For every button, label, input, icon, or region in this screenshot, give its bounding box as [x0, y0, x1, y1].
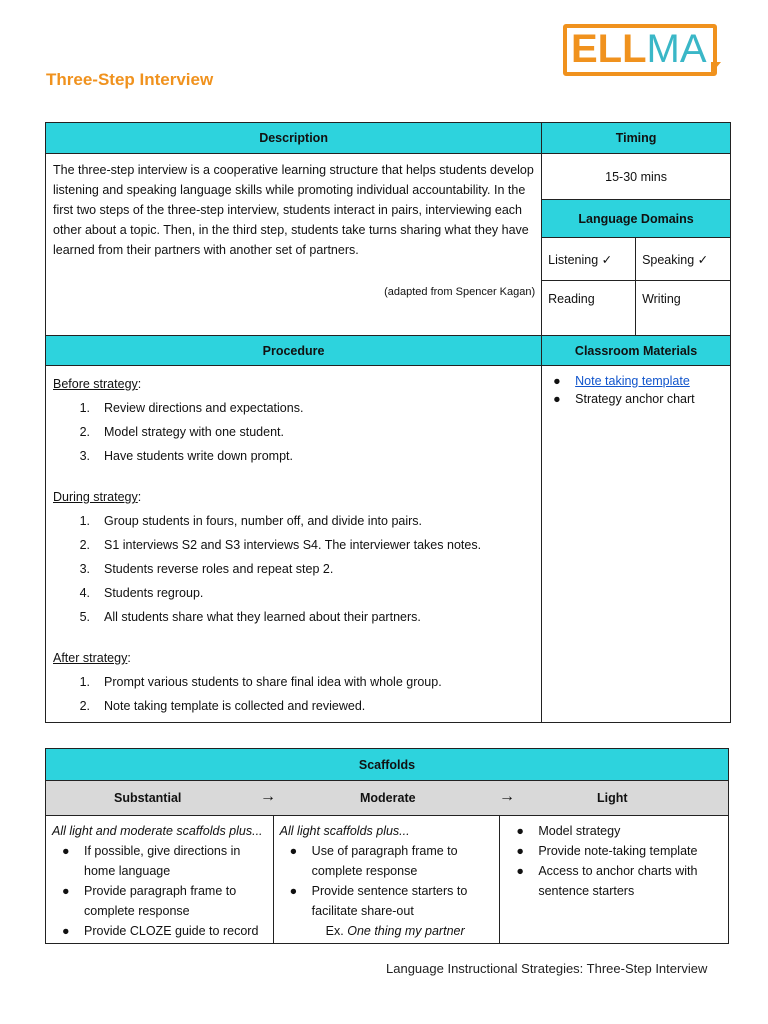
level-moderate: Moderate	[360, 791, 416, 805]
page-title: Three-Step Interview	[46, 70, 214, 89]
list-item: 5. All students share what they learned about their partners.	[79, 610, 421, 624]
before-strategy-label: Before strategy	[53, 377, 138, 391]
moderate-intro: All light scaffolds plus...	[279, 824, 410, 838]
list-item: 2. Model strategy with one student.	[79, 425, 284, 439]
page-footer: Language Instructional Strategies: Three-Step Interview	[386, 961, 708, 976]
timing-header: Timing	[542, 123, 731, 154]
domain-writing: Writing	[636, 281, 731, 336]
light-cell	[500, 816, 729, 944]
list-item: ● Provide sentence starters to facilitate share-out	[289, 884, 468, 918]
after-strategy-list	[53, 670, 535, 718]
logo-speech-tail	[711, 62, 721, 74]
description-text: The three-step interview is a cooperative learning structure that helps students develop listening and speaking language skills while promoting individual accountability. In the first two steps of the three-step interview, students interact in pairs, interviewing each other about a topic. Then, in the third step, students take turns sharing what they have learned from their partners with another set of partners.	[53, 163, 534, 257]
domain-speaking: Speaking ✓	[636, 238, 731, 281]
moderate-cell	[273, 816, 500, 944]
domain-listening: Listening ✓	[542, 238, 636, 281]
list-item: ● Provide CLOZE guide to record	[62, 924, 259, 938]
description-cell	[46, 154, 542, 336]
list-item: 2. S1 interviews S2 and S3 interviews S4. The interviewer takes notes.	[79, 538, 482, 552]
list-item: 1. Group students in fours, number off, and divide into pairs.	[79, 514, 423, 528]
arrow-icon: →	[260, 788, 276, 805]
substantial-cell	[46, 816, 274, 944]
list-item: 1. Review directions and expectations.	[79, 401, 304, 415]
substantial-intro: All light and moderate scaffolds plus...	[52, 824, 263, 838]
arrow-icon: →	[499, 788, 515, 805]
during-strategy-list	[53, 509, 535, 629]
during-strategy-label: During strategy	[53, 490, 138, 504]
logo-text	[571, 27, 707, 71]
language-domains-header: Language Domains	[542, 200, 731, 238]
level-light: Light	[597, 791, 628, 805]
list-item: ● Provide paragraph frame to complete response	[62, 884, 237, 918]
level-substantial: Substantial	[114, 791, 182, 805]
scaffolds-header: Scaffolds	[46, 749, 729, 781]
list-item: 4. Students regroup.	[79, 586, 204, 600]
materials-header: Classroom Materials	[542, 336, 731, 366]
list-item: ● Use of paragraph frame to complete response	[289, 844, 458, 878]
list-item: ● Provide note-taking template	[516, 844, 698, 858]
list-item: 1. Prompt various students to share final idea with whole group.	[79, 675, 442, 689]
moderate-list	[280, 841, 494, 921]
materials-cell	[542, 366, 731, 723]
scaffold-levels-row	[46, 781, 729, 816]
logo-text-ma: MA	[646, 27, 707, 71]
strategy-table	[45, 122, 731, 723]
after-strategy-label: After strategy	[53, 651, 128, 665]
materials-list	[550, 372, 722, 408]
scaffolds-table	[45, 748, 729, 944]
procedure-cell: Before strategy: 1. Review directions and expectations. 2. Model strategy with one student. 3. Have students write down prompt. During strategy: 1. Group students in fours, number off, and divide into pairs. 2. S1 interviews S2 and S3 interviews S4. The interviewer takes notes. 3. Students reverse roles and repeat step 2. 4. Students regroup. 5. All students share what they learned about their partners. After strategy: 1. Prompt various students to share final idea with whole group. 2. Note taking template is collected and reviewed.	[46, 366, 542, 723]
ellma-logo	[563, 24, 723, 84]
description-header: Description	[46, 123, 542, 154]
list-item: ● Strategy anchor chart	[553, 392, 695, 406]
substantial-list	[52, 841, 267, 941]
timing-value: 15-30 mins	[542, 154, 731, 200]
domain-reading: Reading	[542, 281, 636, 336]
note-taking-template-link[interactable]: Note taking template	[575, 374, 690, 388]
list-item: ● If possible, give directions in home language	[62, 844, 241, 878]
light-list	[506, 821, 722, 901]
logo-text-ell: ELL	[571, 27, 647, 71]
before-strategy-list	[53, 396, 535, 468]
description-credit: (adapted from Spencer Kagan)	[384, 286, 536, 298]
list-item: ● Note taking template	[553, 374, 690, 388]
list-item: ● Access to anchor charts with sentence starters	[516, 864, 698, 898]
list-item: 2. Note taking template is collected and reviewed.	[79, 699, 366, 713]
list-item: ● Model strategy	[516, 824, 621, 838]
procedure-header: Procedure	[46, 336, 542, 366]
list-item: 3. Students reverse roles and repeat step 2.	[79, 562, 334, 576]
moderate-example: Ex. One thing my partner	[325, 924, 465, 938]
list-item: 3. Have students write down prompt.	[79, 449, 293, 463]
